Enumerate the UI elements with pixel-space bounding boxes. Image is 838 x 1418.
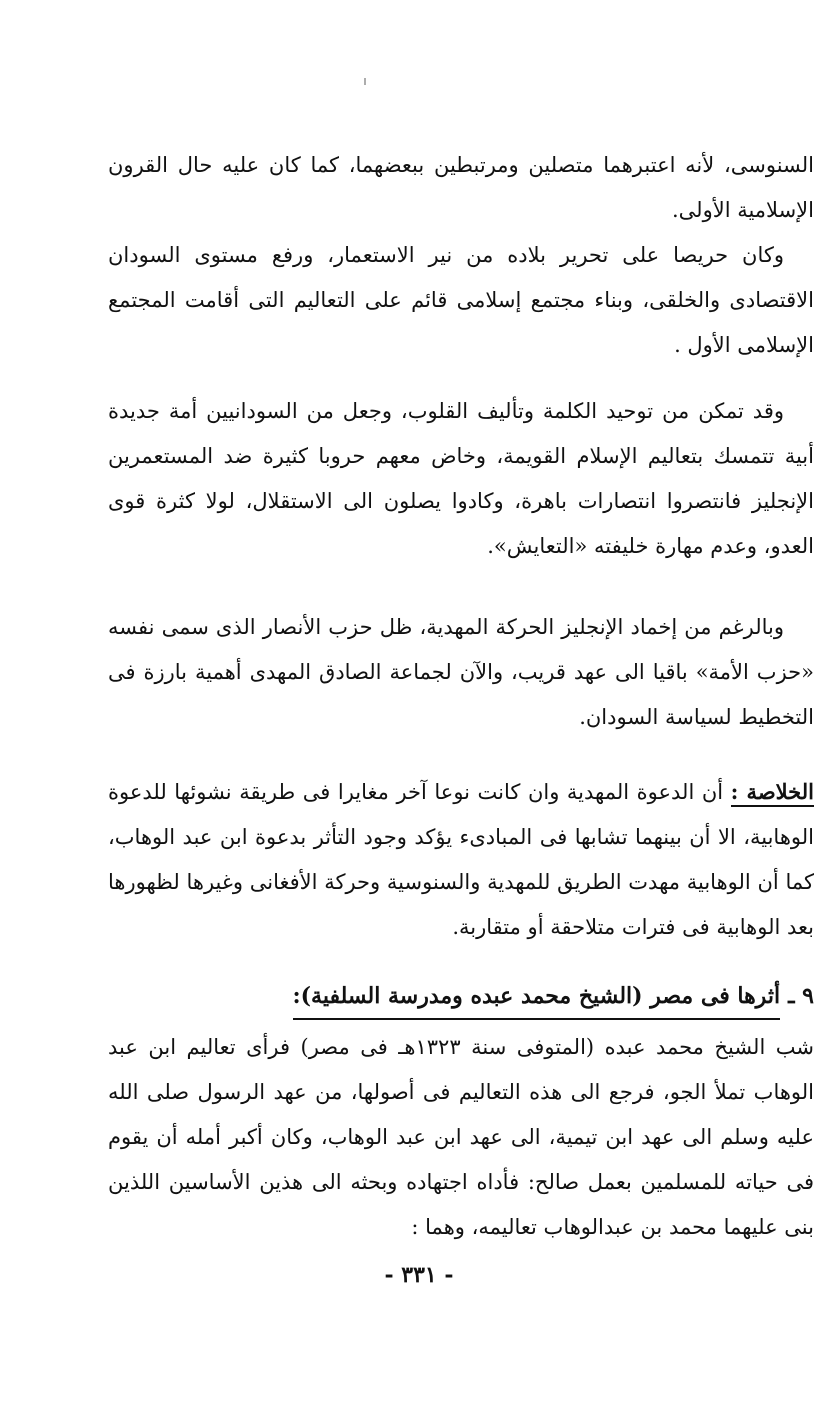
- section-title: أثرها فى مصر (الشيخ محمد عبده ومدرسة السلفية):: [293, 976, 781, 1020]
- summary-text: أن الدعوة المهدية وان كانت نوعا آخر مغايرا فى طريقة نشوئها للدعوة الوهابية، الا أن بينهما تشابها فى المبادىء يؤكد وجود التأثر بدعوة ابن عبد الوهاب، كما أن الوهابية مهدت الطريق للمهدية والسنوسية وحركة الأفغانى وغيرها لظهورها بعد الوهابية فى فترات متلاحقة أو متقاربة.: [108, 780, 814, 939]
- paragraph-text: وقد تمكن من توحيد الكلمة وتأليف القلوب، وجعل من السودانيين أمة جديدة أبية تتمسك بتعاليم الإسلام القويمة، وخاض معهم حروبا كثيرة ضد المستعمرين الإنجليز فانتصروا انتصارات باهرة، وكادوا يصلون الى الاستقلال، لولا كثرة قوى العدو، وعدم مهارة خليفته «التعايش».: [108, 399, 814, 558]
- paragraph-summary: [108, 769, 814, 950]
- paragraph-ansar-party: [108, 605, 814, 740]
- paragraph-text: وبالرغم من إخماد الإنجليز الحركة المهدية، ظل حزب الأنصار الذى سمى نفسه «حزب الأمة» باقيا الى عهد قريب، والآن لجماعة الصادق المهدى أهمية بارزة فى التخطيط لسياسة السودان.: [108, 615, 814, 729]
- section-heading: [293, 976, 815, 1020]
- page-number: - ٣٣١ -: [384, 1262, 454, 1288]
- summary-label: الخلاصة :: [731, 779, 814, 807]
- scan-mark: [364, 78, 366, 85]
- paragraph-sanusi-continuation: [108, 143, 814, 368]
- section-number: ٩ ـ: [788, 983, 814, 1009]
- paragraph-muhammad-abduh: [108, 1025, 814, 1250]
- paragraph-text: وكان حريصا على تحرير بلاده من نير الاستعمار، ورفع مستوى السودان الاقتصادى والخلقى، وبناء مجتمع إسلامى قائم على التعاليم التى أقامت المجتمع الإسلامى الأول .: [108, 243, 814, 357]
- paragraph-unification: [108, 389, 814, 569]
- paragraph-text: السنوسى، لأنه اعتبرهما متصلين ومرتبطين ببعضهما، كما كان عليه حال القرون الإسلامية الأولى.: [108, 153, 814, 222]
- summary-paragraph: [108, 769, 814, 950]
- paragraph-text: شب الشيخ محمد عبده (المتوفى سنة ١٣٢٣هـ فى مصر) فرأى تعاليم ابن عبد الوهاب تملأ الجو، فرجع الى هذه التعاليم فى أصولها، من عهد الرسول صلى الله عليه وسلم الى عهد ابن تيمية، الى عهد ابن عبد الوهاب، وكان أكبر أمله أن يقوم فى حياته للمسلمين بعمل صالح: فأداه اجتهاده وبحثه الى هذين الأساسين اللذين بنى عليهما محمد بن عبدالوهاب تعاليمه، وهما :: [108, 1035, 814, 1239]
